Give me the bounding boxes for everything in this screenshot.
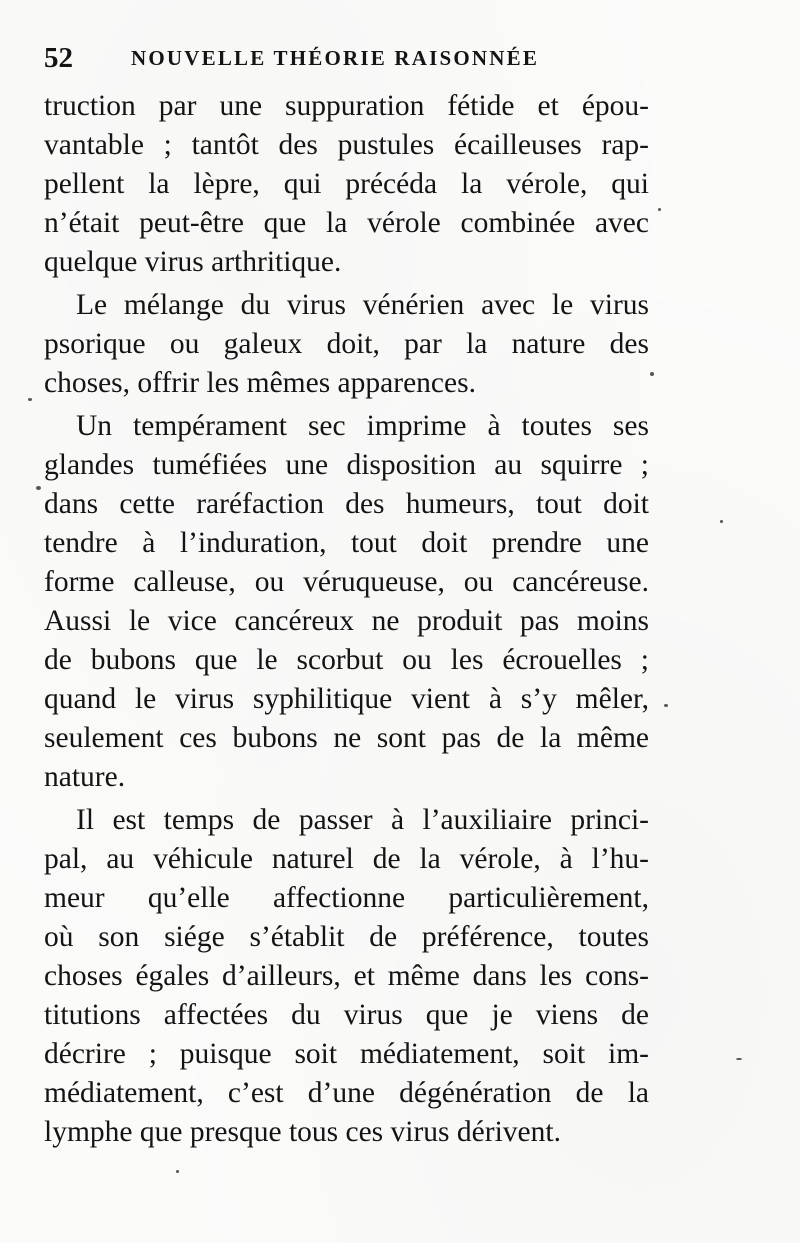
scan-speck	[176, 1170, 179, 1173]
text-line: Aussi le vice cancéreux ne produit pas moins	[44, 605, 649, 637]
text-line: psorique ou galeux doit, par la nature des	[44, 328, 649, 360]
text-line: Le mélange du virus vénérien avec le virus	[76, 289, 649, 321]
scan-speck	[720, 520, 723, 523]
text-line: tendre à l’induration, tout doit prendre une	[44, 527, 649, 559]
scan-speck	[28, 398, 32, 401]
scan-speck	[736, 1058, 742, 1060]
text-line: meur qu’elle affectionne particulièrement,	[44, 882, 649, 914]
text-line: lymphe que presque tous ces virus dérivent.	[44, 1116, 561, 1148]
text-line: où son siége s’établit de préférence, toutes	[44, 921, 649, 953]
text-line: glandes tuméfiées une disposition au squirre ;	[44, 449, 649, 481]
text-line: titutions affectées du virus que je viens de	[44, 999, 649, 1031]
scan-speck	[664, 704, 668, 707]
text-line: pal, au véhicule naturel de la vérole, à l’hu-	[44, 843, 649, 875]
running-title: NOUVELLE THÉORIE RAISONNÉE	[131, 46, 540, 70]
text-line: dans cette raréfaction des humeurs, tout doit	[44, 488, 649, 520]
scan-speck	[658, 208, 661, 211]
text-line: médiatement, c’est d’une dégénération de la	[44, 1077, 649, 1109]
text-line: de bubons que le scorbut ou les écrouelles ;	[44, 644, 649, 676]
scan-speck	[36, 486, 41, 490]
text-line: nature.	[44, 761, 126, 793]
text-line: n’était peut-être que la vérole combinée avec	[44, 207, 649, 239]
text-line: Un tempérament sec imprime à toutes ses	[76, 410, 649, 442]
page-header	[44, 38, 624, 78]
text-line: choses égales d’ailleurs, et même dans les cons-	[44, 960, 649, 992]
text-line: forme calleuse, ou véruqueuse, ou cancéreuse.	[44, 566, 649, 598]
text-line: quand le virus syphilitique vient à s’y mêler,	[44, 683, 649, 715]
text-line: seulement ces bubons ne sont pas de la même	[44, 722, 649, 754]
text-line: truction par une suppuration fétide et épou-	[44, 90, 649, 122]
scan-speck	[650, 372, 654, 376]
text-line: quelque virus arthritique.	[44, 246, 342, 278]
text-line: vantable ; tantôt des pustules écailleuses rap-	[44, 129, 649, 161]
text-line: choses, offrir les mêmes apparences.	[44, 367, 476, 399]
text-line: pellent la lèpre, qui précéda la vérole, qui	[44, 168, 649, 200]
text-line: décrire ; puisque soit médiatement, soit im-	[44, 1038, 649, 1070]
text-line: Il est temps de passer à l’auxiliaire princi-	[76, 804, 649, 836]
page-number: 52	[44, 42, 73, 74]
